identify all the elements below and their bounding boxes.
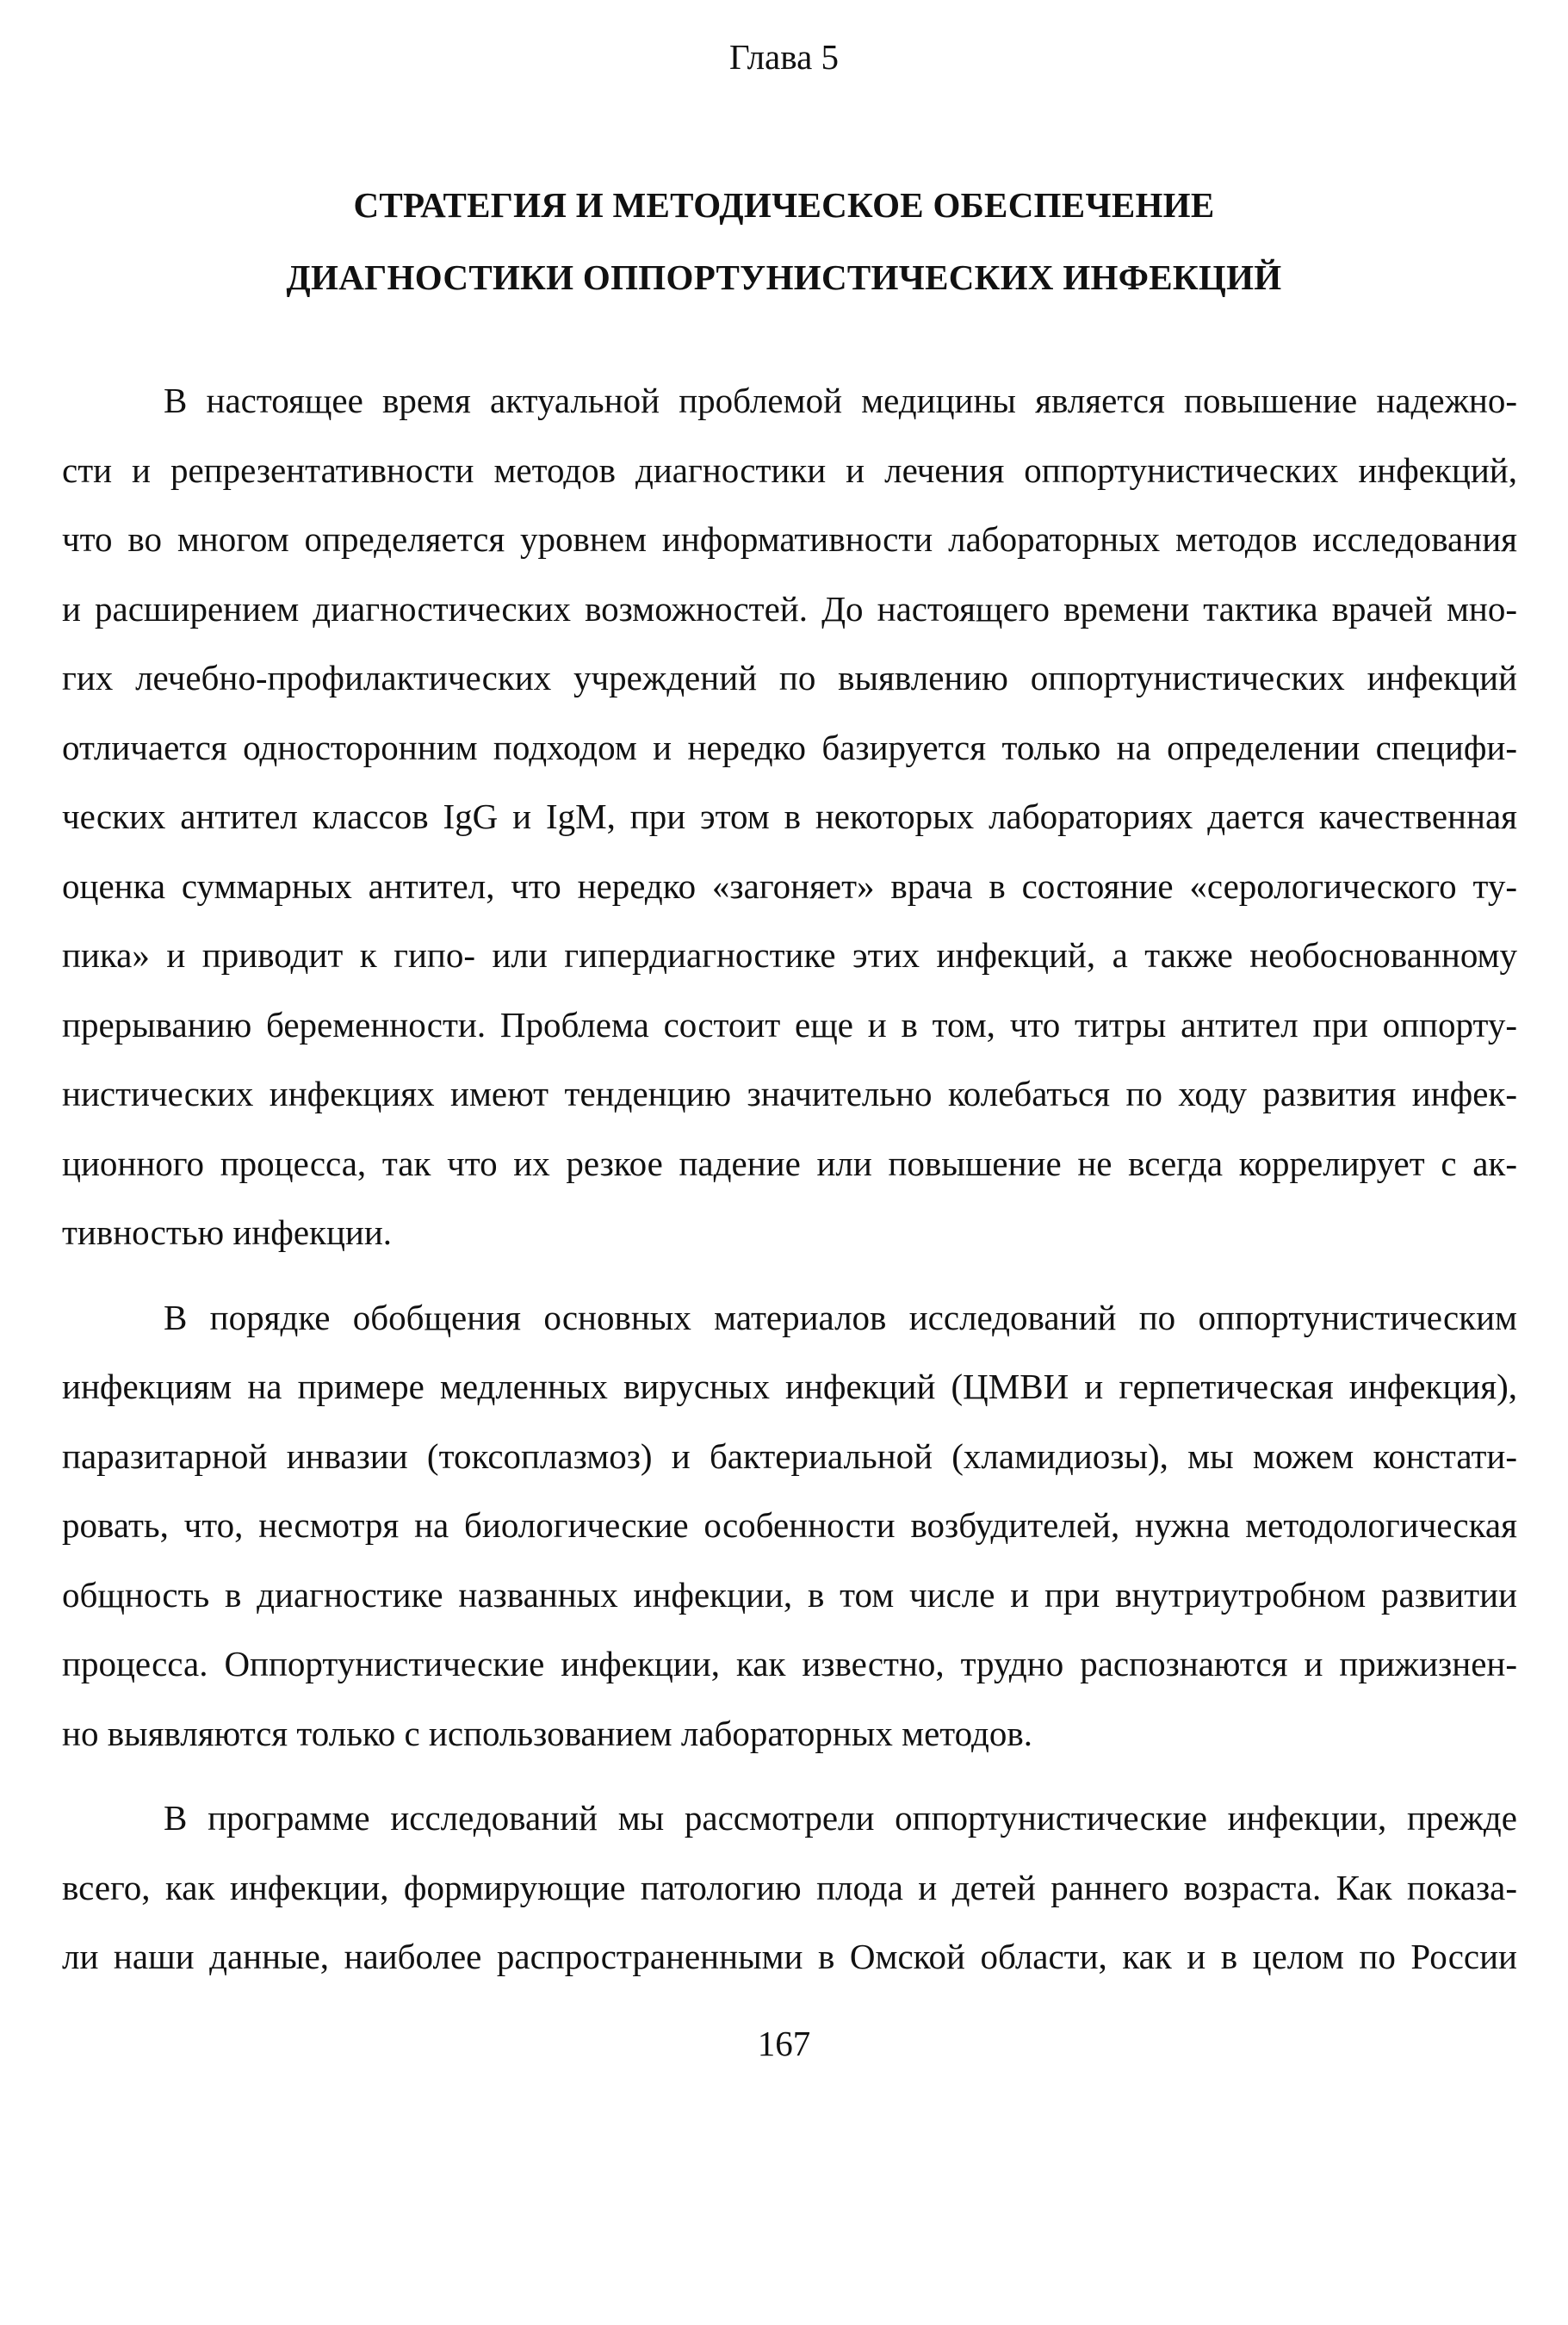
text-line: инфекциям на примере медленных вирусных инфекций (ЦМВИ и герпетическая инфекция), xyxy=(62,1367,1517,1406)
text-line: отличается односторонним подходом и нередко базируется только на определении специфи- xyxy=(62,727,1517,767)
text-line: В порядке обобщения основных материалов исследований по оппортунистическим xyxy=(164,1297,1517,1337)
text-line: В программе исследований мы рассмотрели оппортунистические инфекции, прежде xyxy=(164,1798,1517,1838)
chapter-heading: Глава 5 xyxy=(728,37,840,77)
text-line: ли наши данные, наиболее распространенными в Омской области, как и в целом по России xyxy=(62,1937,1517,1976)
text-line: прерыванию беременности. Проблема состоит еще и в том, что титры антител при оппорту- xyxy=(62,1004,1517,1045)
text-line: гих лечебно-профилактических учреждений по выявлению оппортунистических инфекций xyxy=(62,658,1517,698)
chapter-title-line-2: ДИАГНОСТИКИ ОППОРТУНИСТИЧЕСКИХ ИНФЕКЦИЙ xyxy=(286,257,1282,297)
page-number: 167 xyxy=(757,2024,811,2063)
text-line: ровать, что, несмотря на биологические особенности возбудителей, нужна методологическая xyxy=(62,1505,1517,1545)
text-line: всего, как инфекции, формирующие патологию плода и детей раннего возраста. Как показа- xyxy=(62,1867,1517,1907)
paragraph-2 xyxy=(62,1289,1517,1775)
text-line: паразитарной инвазии (токсоплазмоз) и бактериальной (хламидиозы), мы можем констати- xyxy=(62,1435,1517,1476)
text-line: процесса. Оппортунистические инфекции, как известно, трудно распознаются и прижизнен- xyxy=(62,1644,1517,1683)
text-line: сти и репрезентативности методов диагностики и лечения оппортунистических инфекций, xyxy=(62,450,1517,490)
text-line: ционного процесса, так что их резкое падение или повышение не всегда коррелирует с ак- xyxy=(62,1143,1517,1183)
chapter-title-line-1: СТРАТЕГИЯ И МЕТОДИЧЕСКОЕ ОБЕСПЕЧЕНИЕ xyxy=(353,185,1215,225)
text-line: общность в диагностике названных инфекции, в том числе и при внутриутробном развитии xyxy=(62,1574,1517,1615)
paragraph-3 xyxy=(62,1789,1517,1998)
text-line: оценка суммарных антител, что нередко «загоняет» врача в состояние «серологического ту- xyxy=(62,865,1517,906)
text-line: В настоящее время актуальной проблемой медицины является повышение надежно- xyxy=(164,381,1517,420)
text-line: нистических инфекциях имеют тенденцию значительно колебаться по ходу развития инфек- xyxy=(62,1074,1517,1113)
body-text xyxy=(62,372,1517,1998)
text-line: но выявляются только с использованием лабораторных методов. xyxy=(62,1713,1032,1753)
text-line: что во многом определяется уровнем информативности лабораторных методов исследования xyxy=(62,519,1517,559)
text-line: и расширением диагностических возможностей. До настоящего времени тактика врачей мно- xyxy=(62,588,1517,629)
text-line: пика» и приводит к гипо- или гипердиагностике этих инфекций, а также необоснованному xyxy=(62,935,1517,975)
text-line: ческих антител классов IgG и IgM, при этом в некоторых лабораториях дается качественная xyxy=(62,797,1517,836)
text-line: тивностью инфекции. xyxy=(62,1212,393,1252)
chapter-title xyxy=(0,169,1568,313)
paragraph-1 xyxy=(62,372,1517,1274)
